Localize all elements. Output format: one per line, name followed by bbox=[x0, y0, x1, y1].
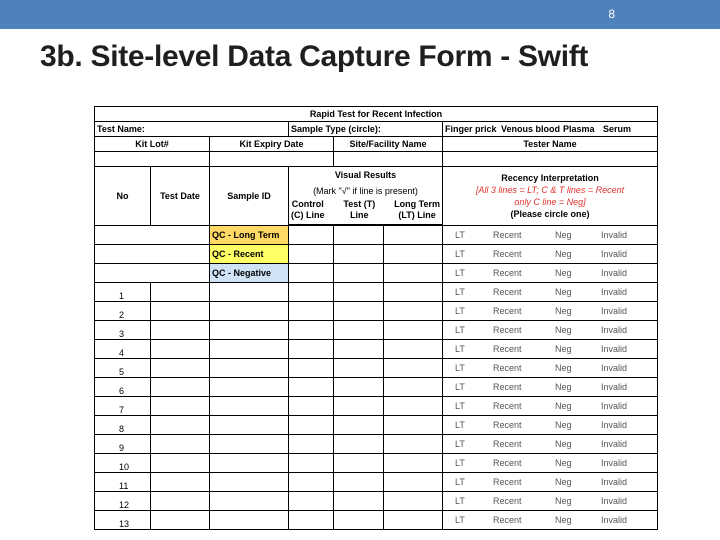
long-term-line-cell[interactable] bbox=[384, 378, 443, 397]
row-number: 6 bbox=[95, 378, 151, 397]
recency-option-invalid[interactable]: Invalid bbox=[601, 477, 628, 487]
recency-header bbox=[443, 167, 658, 226]
recency-note-2: only C line = Neg] bbox=[514, 197, 586, 207]
control-line-cell[interactable] bbox=[289, 511, 334, 530]
test-date-cell[interactable] bbox=[151, 492, 210, 511]
sample-id-cell[interactable] bbox=[210, 397, 289, 416]
long-term-line-cell[interactable] bbox=[384, 340, 443, 359]
sample-type-plasma: Plasma bbox=[563, 124, 595, 134]
visual-results-header bbox=[289, 167, 443, 225]
recency-option-neg[interactable]: Neg bbox=[555, 458, 572, 468]
recency-option-invalid[interactable]: Invalid bbox=[601, 439, 628, 449]
row-number: 3 bbox=[95, 321, 151, 340]
recency-option-neg[interactable]: Neg bbox=[555, 230, 572, 240]
sample-id-cell[interactable] bbox=[210, 283, 289, 302]
test-name-label: Test Name: bbox=[95, 122, 289, 137]
recency-options[interactable] bbox=[443, 435, 658, 454]
test-line-cell[interactable] bbox=[334, 511, 384, 530]
test-line-header: Test (T) Line bbox=[343, 199, 376, 220]
recency-option-lt[interactable]: LT bbox=[455, 287, 465, 297]
recency-options[interactable] bbox=[443, 340, 658, 359]
recency-note-1: [All 3 lines = LT; C & T lines = Recent bbox=[475, 185, 625, 195]
recency-option-recent[interactable]: Recent bbox=[493, 363, 522, 373]
recency-option-neg[interactable]: Neg bbox=[555, 249, 572, 259]
test-line-cell[interactable] bbox=[334, 397, 384, 416]
control-line-cell[interactable] bbox=[289, 283, 334, 302]
recency-option-neg[interactable]: Neg bbox=[555, 268, 572, 278]
test-line-cell[interactable] bbox=[334, 340, 384, 359]
long-term-line-cell[interactable] bbox=[384, 226, 443, 245]
long-term-line-cell[interactable] bbox=[384, 454, 443, 473]
recency-options[interactable] bbox=[443, 511, 658, 530]
recency-option-recent[interactable]: Recent bbox=[493, 420, 522, 430]
sample-type-label: Sample Type (circle): bbox=[289, 122, 443, 137]
row-number: 4 bbox=[95, 340, 151, 359]
sample-id-cell[interactable] bbox=[210, 378, 289, 397]
recency-option-lt[interactable]: LT bbox=[455, 382, 465, 392]
control-line-cell[interactable] bbox=[289, 359, 334, 378]
qc-label: QC - Negative bbox=[210, 264, 289, 283]
recency-option-lt[interactable]: LT bbox=[455, 268, 465, 278]
recency-options[interactable] bbox=[443, 264, 658, 283]
test-date-cell[interactable] bbox=[151, 340, 210, 359]
test-line-cell[interactable] bbox=[334, 302, 384, 321]
long-term-line-cell[interactable] bbox=[384, 359, 443, 378]
no-header: No bbox=[95, 167, 151, 226]
sample-type-venous-blood: Venous blood bbox=[501, 124, 561, 134]
test-line-cell[interactable] bbox=[334, 264, 384, 283]
long-term-line-cell[interactable] bbox=[384, 302, 443, 321]
test-date-cell[interactable] bbox=[151, 321, 210, 340]
test-date-cell[interactable] bbox=[151, 283, 210, 302]
control-line-cell[interactable] bbox=[289, 454, 334, 473]
control-line-cell[interactable] bbox=[289, 473, 334, 492]
long-term-line-cell[interactable] bbox=[384, 473, 443, 492]
recency-option-recent[interactable]: Recent bbox=[493, 439, 522, 449]
recency-option-neg[interactable]: Neg bbox=[555, 401, 572, 411]
test-date-cell[interactable] bbox=[151, 378, 210, 397]
recency-option-lt[interactable]: LT bbox=[455, 401, 465, 411]
recency-option-neg[interactable]: Neg bbox=[555, 382, 572, 392]
qc-label: QC - Recent bbox=[210, 245, 289, 264]
recency-option-recent[interactable]: Recent bbox=[493, 496, 522, 506]
circle-one-note: (Please circle one) bbox=[510, 209, 590, 219]
recency-options[interactable] bbox=[443, 454, 658, 473]
recency-option-recent[interactable]: Recent bbox=[493, 515, 522, 525]
recency-options[interactable] bbox=[443, 397, 658, 416]
test-line-cell[interactable] bbox=[334, 226, 384, 245]
recency-options[interactable] bbox=[443, 226, 658, 245]
recency-option-invalid[interactable]: Invalid bbox=[601, 325, 628, 335]
control-line-cell[interactable] bbox=[289, 492, 334, 511]
page-number: 8 bbox=[608, 7, 615, 21]
test-date-cell[interactable] bbox=[151, 473, 210, 492]
recency-option-recent[interactable]: Recent bbox=[493, 477, 522, 487]
qc-blank bbox=[95, 226, 210, 245]
recency-option-lt[interactable]: LT bbox=[455, 458, 465, 468]
qc-blank bbox=[95, 264, 210, 283]
test-line-cell[interactable] bbox=[334, 454, 384, 473]
recency-title: Recency Interpretation bbox=[501, 173, 599, 183]
table-row bbox=[95, 302, 658, 321]
test-date-cell[interactable] bbox=[151, 435, 210, 454]
table-row bbox=[95, 492, 658, 511]
control-line-cell[interactable] bbox=[289, 397, 334, 416]
recency-option-lt[interactable]: LT bbox=[455, 515, 465, 525]
row-number: 9 bbox=[95, 435, 151, 454]
test-line-cell[interactable] bbox=[334, 378, 384, 397]
sample-type-options bbox=[443, 122, 658, 137]
recency-option-neg[interactable]: Neg bbox=[555, 439, 572, 449]
recency-option-recent[interactable]: Recent bbox=[493, 268, 522, 278]
control-line-cell[interactable] bbox=[289, 416, 334, 435]
recency-option-lt[interactable]: LT bbox=[455, 306, 465, 316]
recency-option-invalid[interactable]: Invalid bbox=[601, 401, 628, 411]
recency-options[interactable] bbox=[443, 416, 658, 435]
table-row bbox=[95, 416, 658, 435]
recency-option-lt[interactable]: LT bbox=[455, 420, 465, 430]
data-capture-form bbox=[94, 106, 657, 530]
recency-option-lt[interactable]: LT bbox=[455, 249, 465, 259]
row-number: 5 bbox=[95, 359, 151, 378]
qc-blank bbox=[95, 245, 210, 264]
recency-options[interactable] bbox=[443, 473, 658, 492]
site-name-cell[interactable] bbox=[334, 152, 443, 167]
row-number: 13 bbox=[95, 511, 151, 530]
recency-option-neg[interactable]: Neg bbox=[555, 477, 572, 487]
row-number: 7 bbox=[95, 397, 151, 416]
control-line-cell[interactable] bbox=[289, 264, 334, 283]
recency-option-lt[interactable]: LT bbox=[455, 439, 465, 449]
table-row bbox=[95, 378, 658, 397]
test-date-cell[interactable] bbox=[151, 397, 210, 416]
recency-option-recent[interactable]: Recent bbox=[493, 344, 522, 354]
recency-option-neg[interactable]: Neg bbox=[555, 496, 572, 506]
qc-label: QC - Long Term bbox=[210, 226, 289, 245]
kit-lot-cell[interactable] bbox=[95, 152, 210, 167]
recency-option-recent[interactable]: Recent bbox=[493, 287, 522, 297]
row-number: 11 bbox=[95, 473, 151, 492]
row-number: 8 bbox=[95, 416, 151, 435]
recency-option-invalid[interactable]: Invalid bbox=[601, 268, 628, 278]
table-row bbox=[95, 283, 658, 302]
recency-option-lt[interactable]: LT bbox=[455, 344, 465, 354]
recency-option-neg[interactable]: Neg bbox=[555, 325, 572, 335]
recency-option-lt[interactable]: LT bbox=[455, 363, 465, 373]
recency-option-recent[interactable]: Recent bbox=[493, 249, 522, 259]
tester-name-cell[interactable] bbox=[443, 152, 658, 167]
site-name-header: Site/Facility Name bbox=[334, 137, 443, 152]
test-date-cell[interactable] bbox=[151, 454, 210, 473]
recency-option-invalid[interactable]: Invalid bbox=[601, 249, 628, 259]
recency-options[interactable] bbox=[443, 378, 658, 397]
long-term-line-cell[interactable] bbox=[384, 492, 443, 511]
recency-options[interactable] bbox=[443, 302, 658, 321]
test-line-cell[interactable] bbox=[334, 492, 384, 511]
long-term-line-cell[interactable] bbox=[384, 435, 443, 454]
long-term-line-cell[interactable] bbox=[384, 511, 443, 530]
form-title: Rapid Test for Recent Infection bbox=[95, 107, 658, 122]
recency-option-invalid[interactable]: Invalid bbox=[601, 420, 628, 430]
test-line-cell[interactable] bbox=[334, 283, 384, 302]
test-line-cell[interactable] bbox=[334, 435, 384, 454]
row-number: 10 bbox=[95, 454, 151, 473]
row-number: 1 bbox=[95, 283, 151, 302]
control-line-header: Control (C) Line bbox=[291, 199, 325, 220]
control-line-cell[interactable] bbox=[289, 226, 334, 245]
long-term-line-cell[interactable] bbox=[384, 283, 443, 302]
sample-id-cell[interactable] bbox=[210, 473, 289, 492]
recency-options[interactable] bbox=[443, 359, 658, 378]
control-line-cell[interactable] bbox=[289, 435, 334, 454]
recency-option-invalid[interactable]: Invalid bbox=[601, 458, 628, 468]
recency-option-invalid[interactable]: Invalid bbox=[601, 344, 628, 354]
recency-option-recent[interactable]: Recent bbox=[493, 401, 522, 411]
recency-option-invalid[interactable]: Invalid bbox=[601, 515, 628, 525]
recency-options[interactable] bbox=[443, 321, 658, 340]
test-line-cell[interactable] bbox=[334, 473, 384, 492]
table-row bbox=[95, 473, 658, 492]
sample-id-cell[interactable] bbox=[210, 340, 289, 359]
test-date-cell[interactable] bbox=[151, 302, 210, 321]
recency-option-neg[interactable]: Neg bbox=[555, 363, 572, 373]
sample-id-cell[interactable] bbox=[210, 302, 289, 321]
recency-option-neg[interactable]: Neg bbox=[555, 420, 572, 430]
qc-row bbox=[95, 226, 658, 245]
recency-option-invalid[interactable]: Invalid bbox=[601, 230, 628, 240]
test-date-cell[interactable] bbox=[151, 511, 210, 530]
test-date-cell[interactable] bbox=[151, 359, 210, 378]
table-row bbox=[95, 454, 658, 473]
sample-type-serum: Serum bbox=[603, 124, 632, 134]
recency-option-invalid[interactable]: Invalid bbox=[601, 496, 628, 506]
recency-option-lt[interactable]: LT bbox=[455, 325, 465, 335]
recency-option-lt[interactable]: LT bbox=[455, 496, 465, 506]
recency-option-recent[interactable]: Recent bbox=[493, 382, 522, 392]
test-line-cell[interactable] bbox=[334, 359, 384, 378]
long-term-line-cell[interactable] bbox=[384, 321, 443, 340]
top-bar bbox=[0, 0, 720, 29]
row-number: 2 bbox=[95, 302, 151, 321]
control-line-cell[interactable] bbox=[289, 302, 334, 321]
test-date-cell[interactable] bbox=[151, 416, 210, 435]
kit-expiry-cell[interactable] bbox=[210, 152, 334, 167]
qc-row bbox=[95, 245, 658, 264]
recency-option-neg[interactable]: Neg bbox=[555, 515, 572, 525]
recency-options[interactable] bbox=[443, 245, 658, 264]
recency-option-lt[interactable]: LT bbox=[455, 477, 465, 487]
slide-title: 3b. Site-level Data Capture Form - Swift bbox=[40, 40, 589, 73]
recency-option-recent[interactable]: Recent bbox=[493, 325, 522, 335]
control-line-cell[interactable] bbox=[289, 245, 334, 264]
control-line-cell[interactable] bbox=[289, 378, 334, 397]
test-line-cell[interactable] bbox=[334, 245, 384, 264]
kit-expiry-header: Kit Expiry Date bbox=[210, 137, 334, 152]
row-number: 12 bbox=[95, 492, 151, 511]
table-row bbox=[95, 511, 658, 530]
recency-option-invalid[interactable]: Invalid bbox=[601, 287, 628, 297]
sample-id-cell[interactable] bbox=[210, 454, 289, 473]
recency-option-neg[interactable]: Neg bbox=[555, 306, 572, 316]
recency-options[interactable] bbox=[443, 283, 658, 302]
visual-results-title: Visual Results bbox=[334, 170, 397, 180]
table-row bbox=[95, 340, 658, 359]
recency-option-neg[interactable]: Neg bbox=[555, 344, 572, 354]
visual-results-note: (Mark "√" if line is present) bbox=[313, 186, 418, 196]
recency-option-invalid[interactable]: Invalid bbox=[601, 382, 628, 392]
recency-option-lt[interactable]: LT bbox=[455, 230, 465, 240]
sample-id-cell[interactable] bbox=[210, 359, 289, 378]
long-term-line-cell[interactable] bbox=[384, 397, 443, 416]
long-term-line-cell[interactable] bbox=[384, 245, 443, 264]
recency-option-recent[interactable]: Recent bbox=[493, 306, 522, 316]
test-line-cell[interactable] bbox=[334, 321, 384, 340]
table-row bbox=[95, 435, 658, 454]
form-table bbox=[94, 106, 658, 530]
recency-option-recent[interactable]: Recent bbox=[493, 230, 522, 240]
table-row bbox=[95, 397, 658, 416]
control-line-cell[interactable] bbox=[289, 340, 334, 359]
sample-id-header: Sample ID bbox=[210, 167, 289, 226]
recency-option-invalid[interactable]: Invalid bbox=[601, 306, 628, 316]
sample-id-cell[interactable] bbox=[210, 321, 289, 340]
table-row bbox=[95, 359, 658, 378]
table-row bbox=[95, 321, 658, 340]
control-line-cell[interactable] bbox=[289, 321, 334, 340]
test-line-cell[interactable] bbox=[334, 416, 384, 435]
tester-name-header: Tester Name bbox=[443, 137, 658, 152]
sample-id-cell[interactable] bbox=[210, 511, 289, 530]
test-date-header: Test Date bbox=[151, 167, 210, 226]
qc-row bbox=[95, 264, 658, 283]
long-term-line-header: Long Term (LT) Line bbox=[394, 199, 440, 220]
kit-lot-header: Kit Lot# bbox=[95, 137, 210, 152]
recency-options[interactable] bbox=[443, 492, 658, 511]
sample-type-finger-prick: Finger prick bbox=[445, 124, 497, 134]
recency-option-invalid[interactable]: Invalid bbox=[601, 363, 628, 373]
long-term-line-cell[interactable] bbox=[384, 416, 443, 435]
sample-id-cell[interactable] bbox=[210, 492, 289, 511]
sample-id-cell[interactable] bbox=[210, 435, 289, 454]
sample-id-cell[interactable] bbox=[210, 416, 289, 435]
long-term-line-cell[interactable] bbox=[384, 264, 443, 283]
recency-option-neg[interactable]: Neg bbox=[555, 287, 572, 297]
recency-option-recent[interactable]: Recent bbox=[493, 458, 522, 468]
